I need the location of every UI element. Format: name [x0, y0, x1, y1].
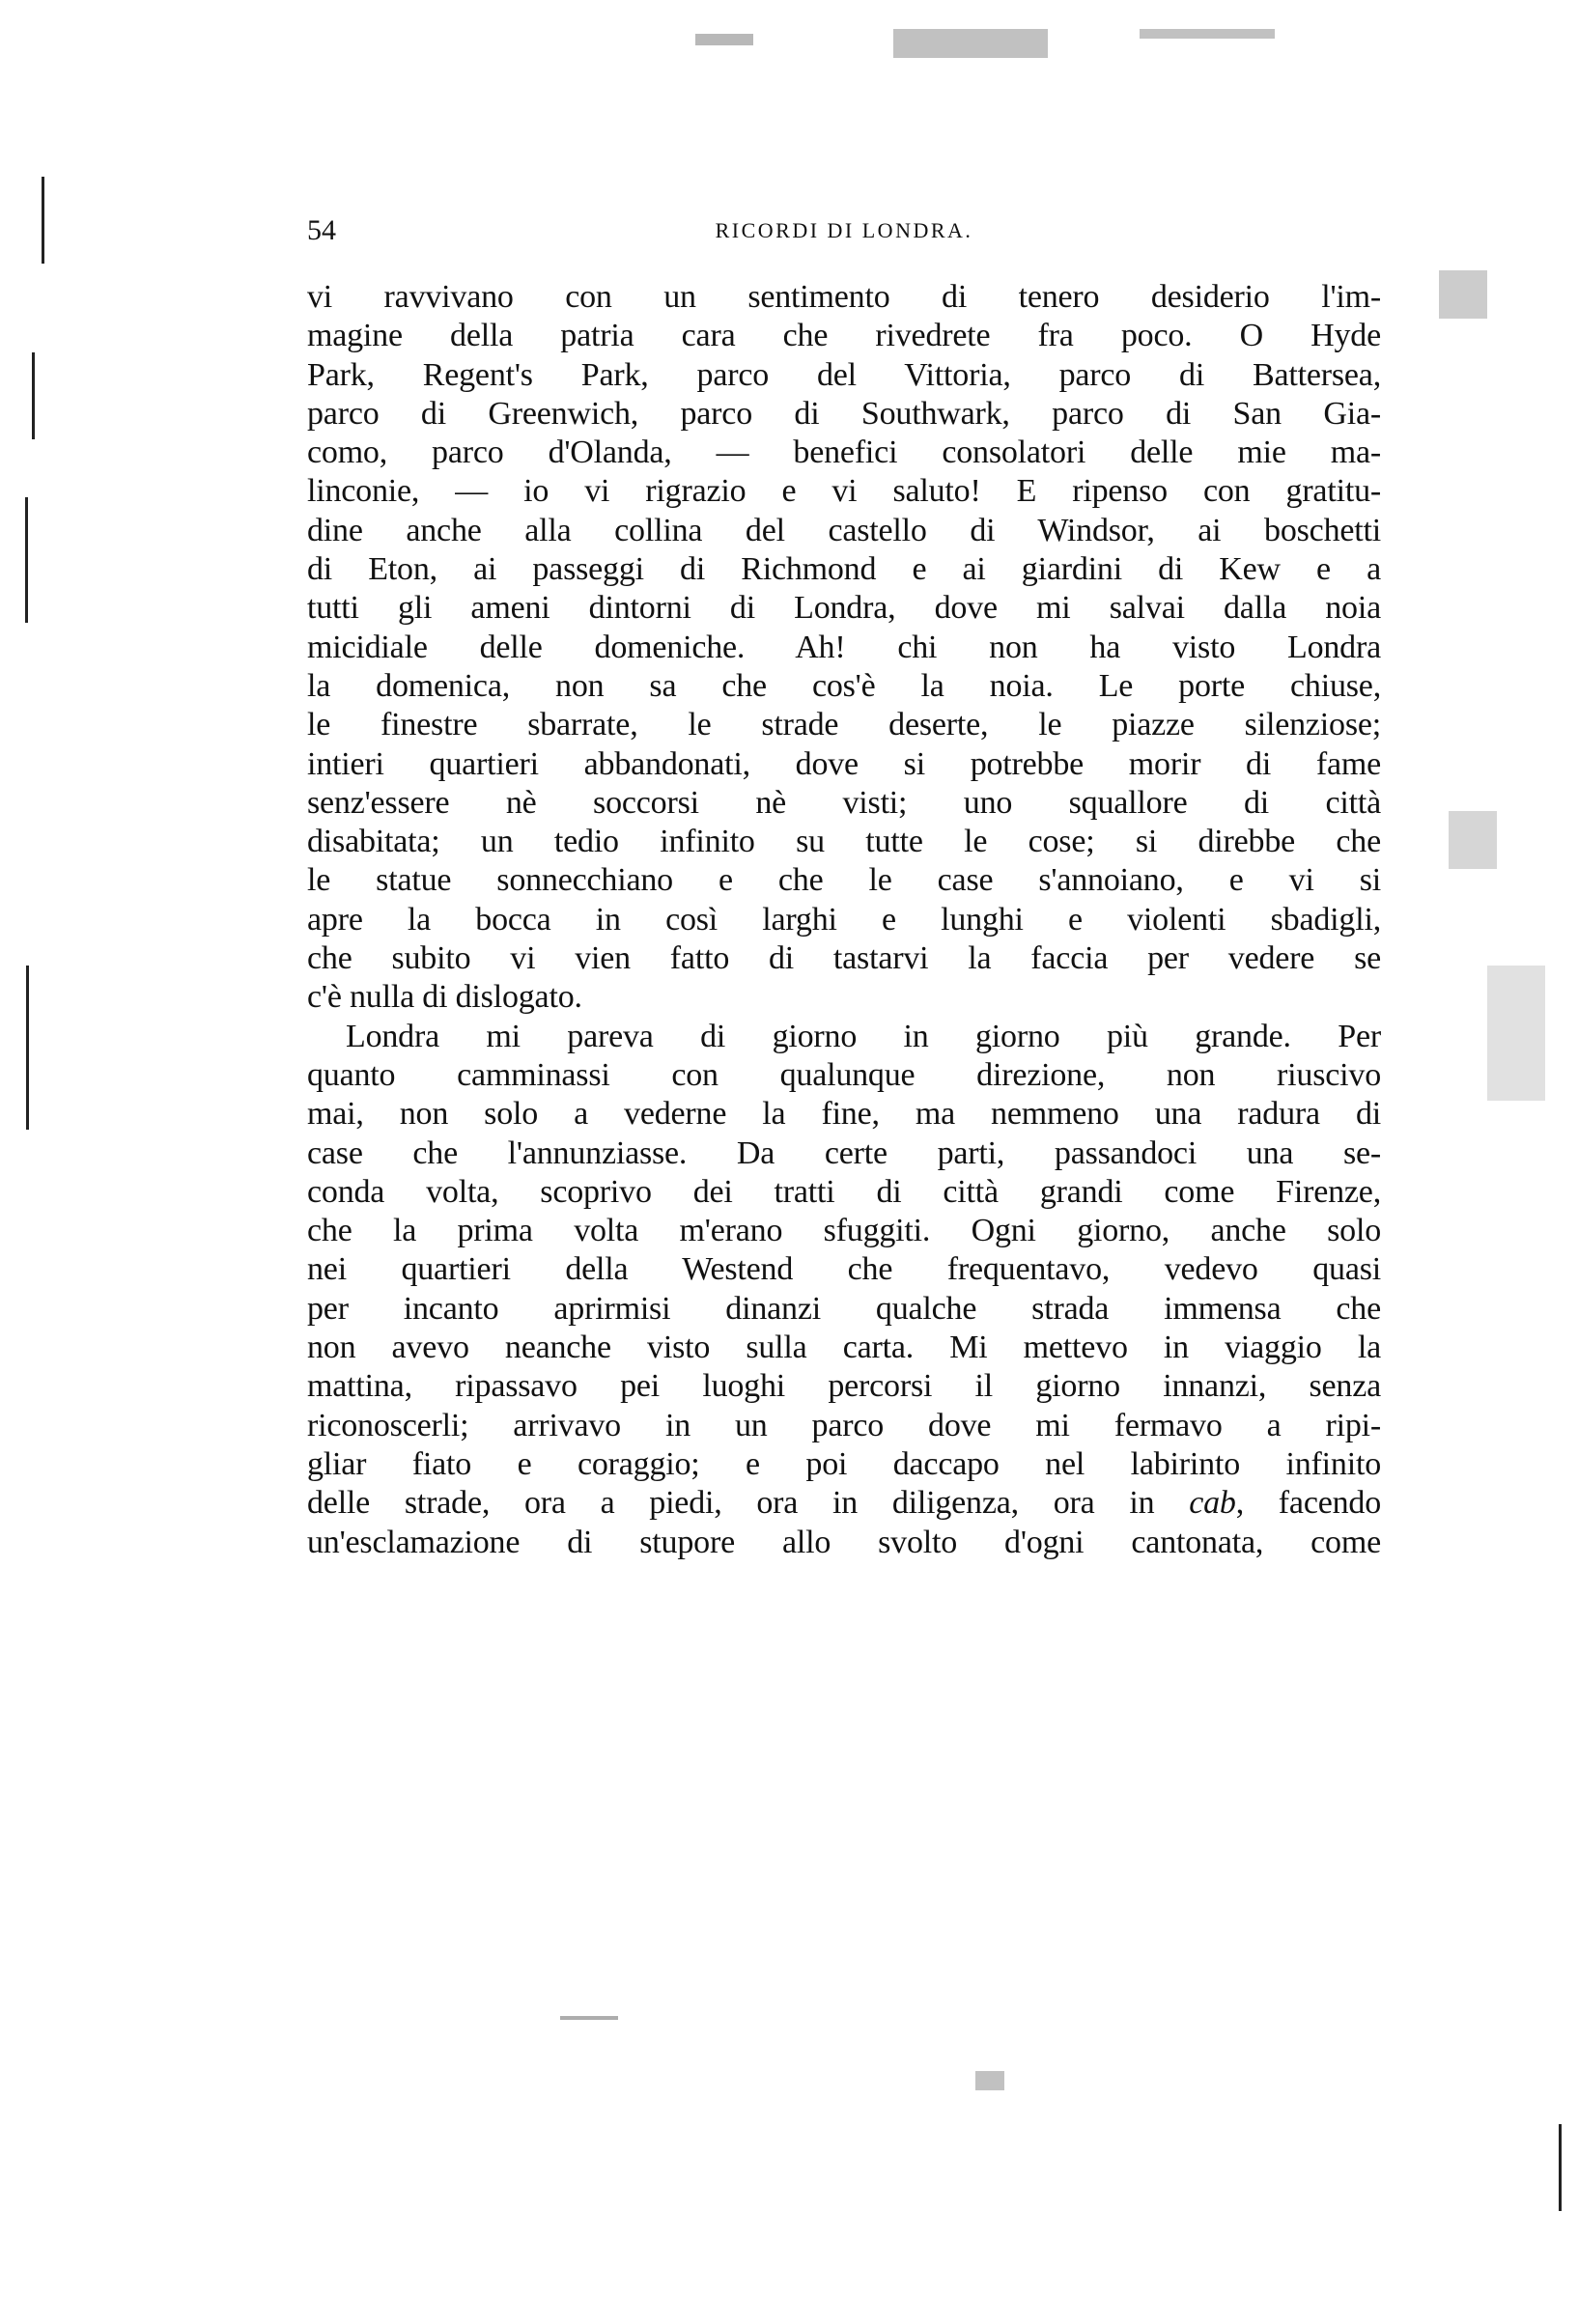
text-line: c'è nulla di dislogato. [307, 979, 582, 1016]
text-line: che subito vi vien fatto di tastarvi la faccia per vedere se [307, 940, 1381, 977]
text-line: vi ravvivano con un sentimento di tenero desiderio l'im- [307, 279, 1381, 315]
paragraph-2 [307, 1018, 1381, 1562]
text-line: Park, Regent's Park, parco del Vittoria, parco di Battersea, [307, 356, 1381, 393]
text-line: Londra mi pareva di giorno in giorno più grande. Per [346, 1018, 1381, 1054]
scan-artifact-left-edge [32, 352, 35, 439]
text-line: micidiale delle domeniche. Ah! chi non ha visto Londra [307, 629, 1381, 665]
text-line: disabitata; un tedio infinito su tutte le cose; si direbbe che [307, 824, 1381, 860]
scan-noise [1140, 29, 1275, 39]
scan-noise [1439, 270, 1487, 319]
text-line: como, parco d'Olanda, — benefici consolatori delle mie ma- [307, 434, 1381, 471]
text-line: mai, non solo a vederne la fine, ma nemmeno una radura di [307, 1096, 1381, 1133]
text-line: le statue sonnecchiano e che le case s'annoiano, e vi si [307, 862, 1381, 899]
text-line: riconoscerli; arrivavo in un parco dove mi fermavo a ripi- [307, 1407, 1381, 1443]
scan-noise [893, 29, 1048, 58]
scan-artifact-right-edge [1559, 2124, 1562, 2211]
text-line: apre la bocca in così larghi e lunghi e violenti sbadigli, [307, 901, 1381, 938]
text-span: delle strade, ora a piedi, ora in diligenza, ora in [307, 1485, 1190, 1522]
text-line: intieri quartieri abbandonati, dove si potrebbe morir di fame [307, 745, 1381, 782]
text-line: non avevo neanche visto sulla carta. Mi mettevo in viaggio la [307, 1330, 1381, 1366]
text-line: che la prima volta m'erano sfuggiti. Ogni giorno, anche solo [307, 1213, 1381, 1249]
text-line: per incanto aprirmisi dinanzi qualche strada immensa che [307, 1290, 1381, 1327]
text-line: di Eton, ai passeggi di Richmond e ai giardini di Kew e a [307, 551, 1381, 588]
scan-artifact-left-edge [42, 177, 44, 264]
text-line: parco di Greenwich, parco di Southwark, parco di San Gia- [307, 395, 1381, 432]
text-line: mattina, ripassavo pei luoghi percorsi il giorno innanzi, senza [307, 1368, 1381, 1405]
text-line: senz'essere nè soccorsi nè visti; uno squallore di città [307, 784, 1381, 821]
scan-noise [695, 34, 753, 45]
italic-word: cab [1189, 1485, 1236, 1522]
text-line: linconie, — io vi rigrazio e vi saluto! E ripenso con gratitu- [307, 473, 1381, 510]
text-line: gliar fiato e coraggio; e poi daccapo nel labirinto infinito [307, 1445, 1381, 1482]
text-line: magine della patria cara che rivedrete fra poco. O Hyde [307, 318, 1381, 354]
text-line: dine anche alla collina del castello di Windsor, ai boschetti [307, 512, 1381, 548]
running-title: RICORDI DI LONDRA. [715, 218, 973, 242]
text-line: case che l'annunziasse. Da certe parti, passandoci una se- [307, 1134, 1381, 1171]
running-head [307, 214, 1381, 249]
text-line: quanto camminassi con qualunque direzione, non riuscivo [307, 1056, 1381, 1093]
scan-noise [1449, 811, 1497, 869]
text-line: tutti gli ameni dintorni di Londra, dove mi salvai dalla noia [307, 590, 1381, 627]
text-line: conda volta, scoprivo dei tratti di città grandi come Firenze, [307, 1173, 1381, 1210]
paragraph-1 [307, 278, 1381, 1018]
text-line: la domenica, non sa che cos'è la noia. Le porte chiuse, [307, 667, 1381, 704]
scan-noise [1487, 966, 1545, 1101]
text-span: , facendo [1235, 1485, 1381, 1522]
text-line: un'esclamazione di stupore allo svolto d'ogni cantonata, come [307, 1524, 1381, 1560]
scan-noise [975, 2071, 1004, 2090]
page-number: 54 [307, 214, 336, 246]
body-text [307, 278, 1381, 1562]
text-line: le finestre sbarrate, le strade deserte, le piazze silenziose; [307, 707, 1381, 743]
scan-noise [560, 2016, 618, 2020]
scan-artifact-left-edge [25, 497, 28, 623]
text-line: nei quartieri della Westend che frequentavo, vedevo quasi [307, 1251, 1381, 1288]
scan-artifact-left-edge [26, 966, 29, 1130]
text-line-with-italic [307, 1484, 1381, 1523]
